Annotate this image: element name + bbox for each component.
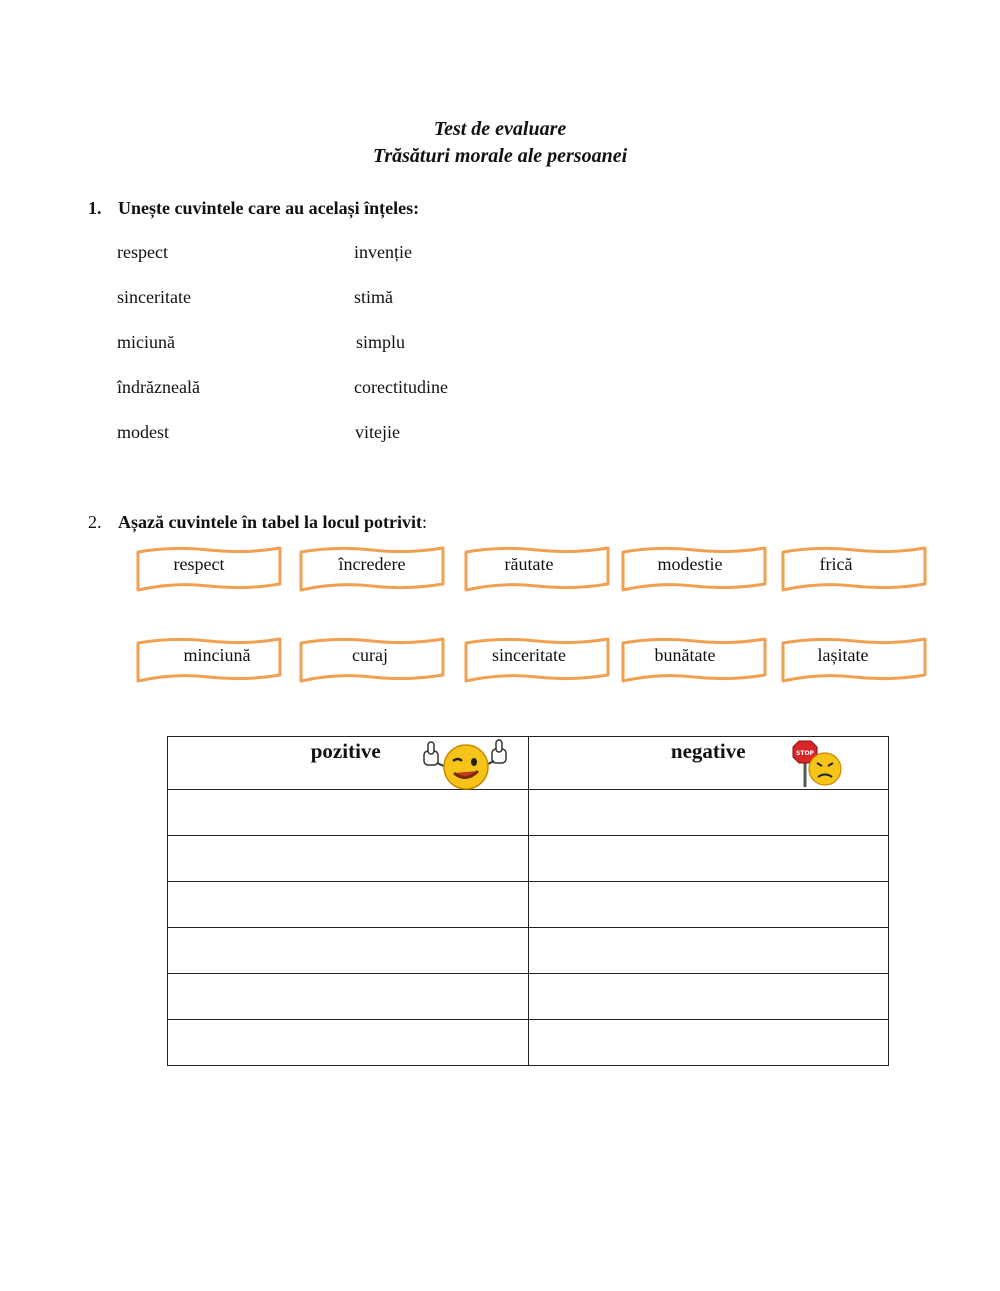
left-word[interactable]: îndrăzneală (117, 377, 200, 397)
negative-cell[interactable] (528, 928, 889, 974)
word-chip[interactable] (779, 544, 929, 592)
table-row (168, 1020, 889, 1066)
chip-label: răutate (504, 554, 554, 574)
chip-label: modestie (657, 554, 723, 574)
chip-label: bunătate (654, 645, 716, 665)
chip-label: respect (173, 554, 225, 574)
positive-cell[interactable] (168, 790, 529, 836)
sorting-table (167, 736, 889, 1066)
left-word[interactable]: respect (117, 242, 168, 262)
chip-label: frică (819, 554, 853, 574)
chip-label: sinceritate (492, 645, 566, 665)
left-word[interactable]: modest (117, 422, 169, 442)
table-row (168, 836, 889, 882)
right-word[interactable]: corectitudine (354, 377, 448, 397)
word-chip[interactable] (297, 544, 447, 592)
word-chip[interactable] (462, 635, 612, 683)
positive-cell[interactable] (168, 974, 529, 1020)
chip-label: lașitate (817, 645, 869, 665)
exercise-2-instruction: Așază cuvintele în tabel la locul potrivit (118, 512, 422, 532)
positive-cell[interactable] (168, 928, 529, 974)
word-chip[interactable] (297, 635, 447, 683)
header-negative-label: negative (670, 739, 746, 763)
left-word[interactable]: sinceritate (117, 287, 191, 307)
stop-sign-frown-emoji-icon (791, 739, 843, 789)
negative-cell[interactable] (528, 1020, 889, 1066)
negative-cell[interactable] (528, 790, 889, 836)
winking-thumbs-up-emoji-icon (420, 737, 512, 791)
table-row (168, 790, 889, 836)
header-positive-label: pozitive (310, 739, 381, 763)
word-chip[interactable] (619, 635, 769, 683)
table-header-row (168, 737, 889, 790)
exercise-2-colon: : (421, 512, 427, 532)
negative-cell[interactable] (528, 836, 889, 882)
positive-cell[interactable] (168, 836, 529, 882)
exercise-1-number: 1. (88, 198, 102, 218)
table-row (168, 974, 889, 1020)
word-chip[interactable] (134, 544, 284, 592)
left-word[interactable]: miciună (117, 332, 175, 352)
exercise-1-instruction: Unește cuvintele care au același înțeles: (118, 198, 420, 218)
table-row (168, 928, 889, 974)
right-word[interactable]: simplu (356, 332, 406, 352)
right-word[interactable]: vitejie (355, 422, 400, 442)
header-positive (168, 737, 529, 790)
svg-text:STOP: STOP (795, 750, 814, 757)
positive-cell[interactable] (168, 1020, 529, 1066)
positive-cell[interactable] (168, 882, 529, 928)
word-chip[interactable] (134, 635, 284, 683)
negative-cell[interactable] (528, 882, 889, 928)
chip-label: minciună (183, 645, 251, 665)
table-row (168, 882, 889, 928)
word-chip[interactable] (779, 635, 929, 683)
right-word[interactable]: invenție (354, 242, 412, 262)
document-title: Test de evaluare (433, 118, 567, 140)
word-chip[interactable] (619, 544, 769, 592)
right-word[interactable]: stimă (354, 287, 393, 307)
chip-label: curaj (352, 645, 388, 665)
word-chip[interactable] (462, 544, 612, 592)
exercise-2-number: 2. (88, 512, 102, 532)
chip-label: încredere (338, 554, 406, 574)
negative-cell[interactable] (528, 974, 889, 1020)
header-negative (528, 737, 889, 790)
document-subtitle: Trăsături morale ale persoanei (372, 145, 628, 167)
